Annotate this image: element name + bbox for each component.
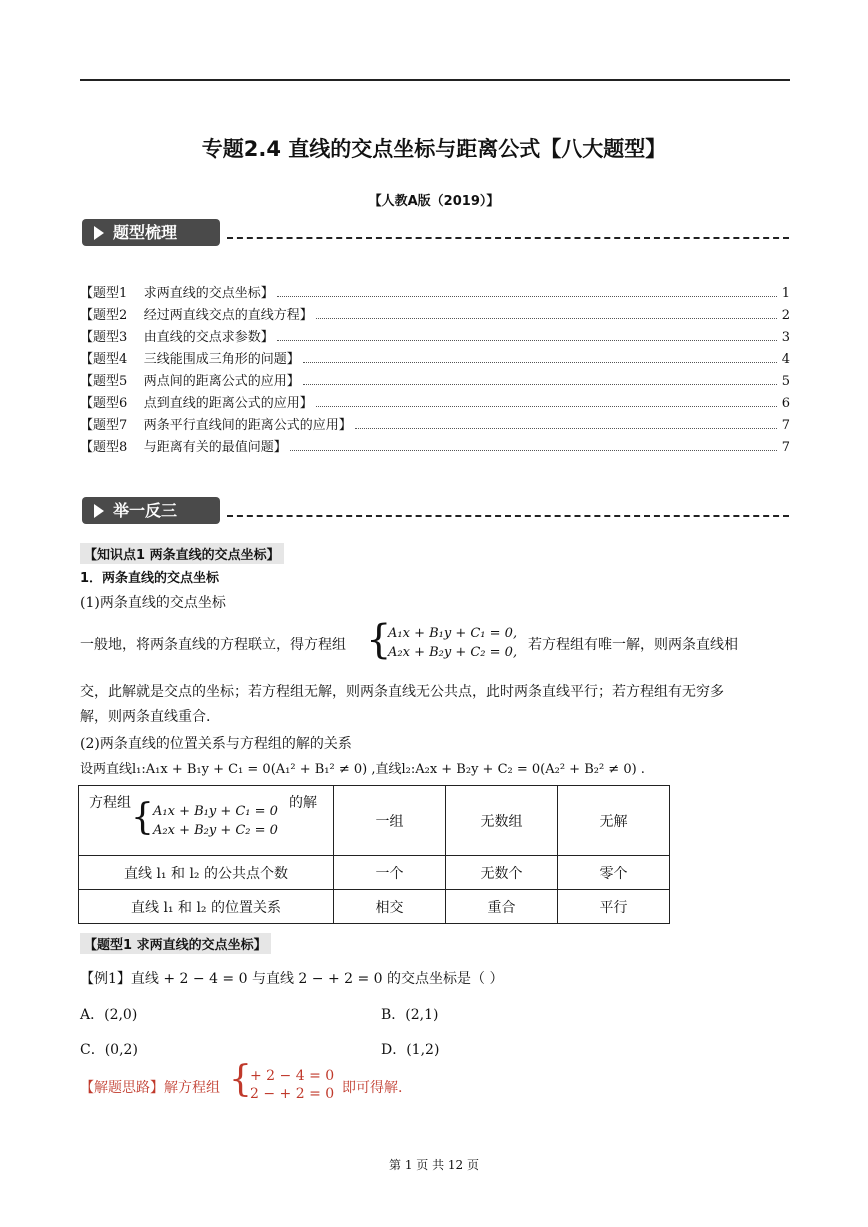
table-row: [79, 856, 670, 890]
knowledge-paragraph: 解，则两条直线重合.: [80, 709, 211, 725]
page-footer: 第 1 页 共 12 页: [389, 1158, 479, 1172]
page-subtitle: 【人教A版（2019）】: [368, 194, 500, 209]
table-row: [79, 890, 670, 924]
toc-item[interactable]: 【题型2 经过两直线交点的直线方程】 2: [80, 308, 790, 323]
hint-equation-system: + 2 − 4 = 0 2 − + 2 = 0: [250, 1068, 335, 1102]
table-cell: 零个: [558, 856, 670, 890]
toc-item[interactable]: 【题型3 由直线的交点求参数】 3: [80, 330, 790, 345]
knowledge-point-heading: 【知识点1 两条直线的交点坐标】: [80, 543, 284, 564]
knowledge-paragraph: 设两直线l₁:A₁x + B₁y + C₁ = 0(A₁² + B₁² ≠ 0) ,直线l₂:A₂x + B₂y + C₂ = 0(A₂² + B₂² ≠ 0) .: [80, 762, 645, 777]
table-cell: 一个: [334, 856, 446, 890]
left-brace-icon: {: [131, 797, 154, 838]
play-triangle-icon: [94, 504, 104, 518]
knowledge-paragraph: 一般地，将两条直线的方程联立，得方程组: [80, 637, 346, 653]
relation-table: [78, 785, 670, 924]
equation-system: A₁x + B₁y + C₁ = 0, A₂x + B₂y + C₂ = 0,: [388, 626, 518, 660]
table-head-cell: 方程组 { A₁x + B₁y + C₁ = 0 A₂x + B₂y + C₂ = 0 的解: [79, 786, 334, 856]
hint-label: 【解题思路】: [80, 1080, 164, 1096]
table-cell: 重合: [446, 890, 558, 924]
option-d[interactable]: D．(1,2): [381, 1042, 440, 1058]
toc-item[interactable]: 【题型8 与距离有关的最值问题】 7: [80, 440, 790, 455]
table-cell: 平行: [558, 890, 670, 924]
left-brace-icon: {: [366, 617, 392, 663]
page-title: 专题2.4 直线的交点坐标与距离公式【八大题型】: [201, 137, 667, 161]
play-triangle-icon: [94, 226, 104, 240]
table-cell: 直线 l₁ 和 l₂ 的位置关系: [79, 890, 334, 924]
table-cell: 相交: [334, 890, 446, 924]
type-heading: 【题型1 求两直线的交点坐标】: [80, 933, 271, 954]
table-row: [79, 786, 670, 856]
table-cell: 直线 l₁ 和 l₂ 的公共点个数: [79, 856, 334, 890]
toc-item[interactable]: 【题型6 点到直线的距离公式的应用】 6: [80, 396, 790, 411]
knowledge-subtitle: (1)两条直线的交点坐标: [80, 595, 226, 611]
top-rule: [80, 79, 790, 81]
option-b[interactable]: B．(2,1): [381, 1007, 439, 1023]
table-cell: 无数个: [446, 856, 558, 890]
toc-item[interactable]: 【题型7 两条平行直线间的距离公式的应用】 7: [80, 418, 790, 433]
hint-tail: 即可得解.: [342, 1080, 403, 1096]
table-cell: 无解: [558, 786, 670, 856]
section-title: 题型梳理: [113, 223, 178, 242]
table-of-contents: [80, 283, 790, 463]
example-question: 【例1】直线 + 2 − 4 = 0 与直线 2 − + 2 = 0 的交点坐标是（ ）: [80, 971, 504, 987]
section-title: 举一反三: [113, 501, 178, 520]
knowledge-paragraph: 若方程组有唯一解，则两条直线相: [528, 637, 738, 653]
section-header-outline: [82, 219, 790, 246]
toc-item[interactable]: 【题型4 三线能围成三角形的问题】 4: [80, 352, 790, 367]
left-brace-icon: {: [229, 1059, 252, 1100]
solution-hint: 【解题思路】解方程组: [80, 1080, 220, 1096]
table-cell: 一组: [334, 786, 446, 856]
toc-item[interactable]: 【题型1 求两直线的交点坐标】 1: [80, 286, 790, 301]
section-header-practice: [82, 497, 790, 524]
toc-item[interactable]: 【题型5 两点间的距离公式的应用】 5: [80, 374, 790, 389]
table-cell: 无数组: [446, 786, 558, 856]
option-a[interactable]: A．(2,0): [80, 1007, 138, 1023]
knowledge-subtitle: (2)两条直线的位置关系与方程组的解的关系: [80, 736, 352, 752]
dashed-rule: [227, 515, 789, 517]
knowledge-item-title: 1．两条直线的交点坐标: [80, 571, 220, 586]
knowledge-paragraph: 交，此解就是交点的坐标；若方程组无解，则两条直线无公共点，此时两条直线平行；若方程组有无穷多: [80, 684, 724, 700]
option-c[interactable]: C．(0,2): [80, 1042, 138, 1058]
dashed-rule: [227, 237, 789, 239]
